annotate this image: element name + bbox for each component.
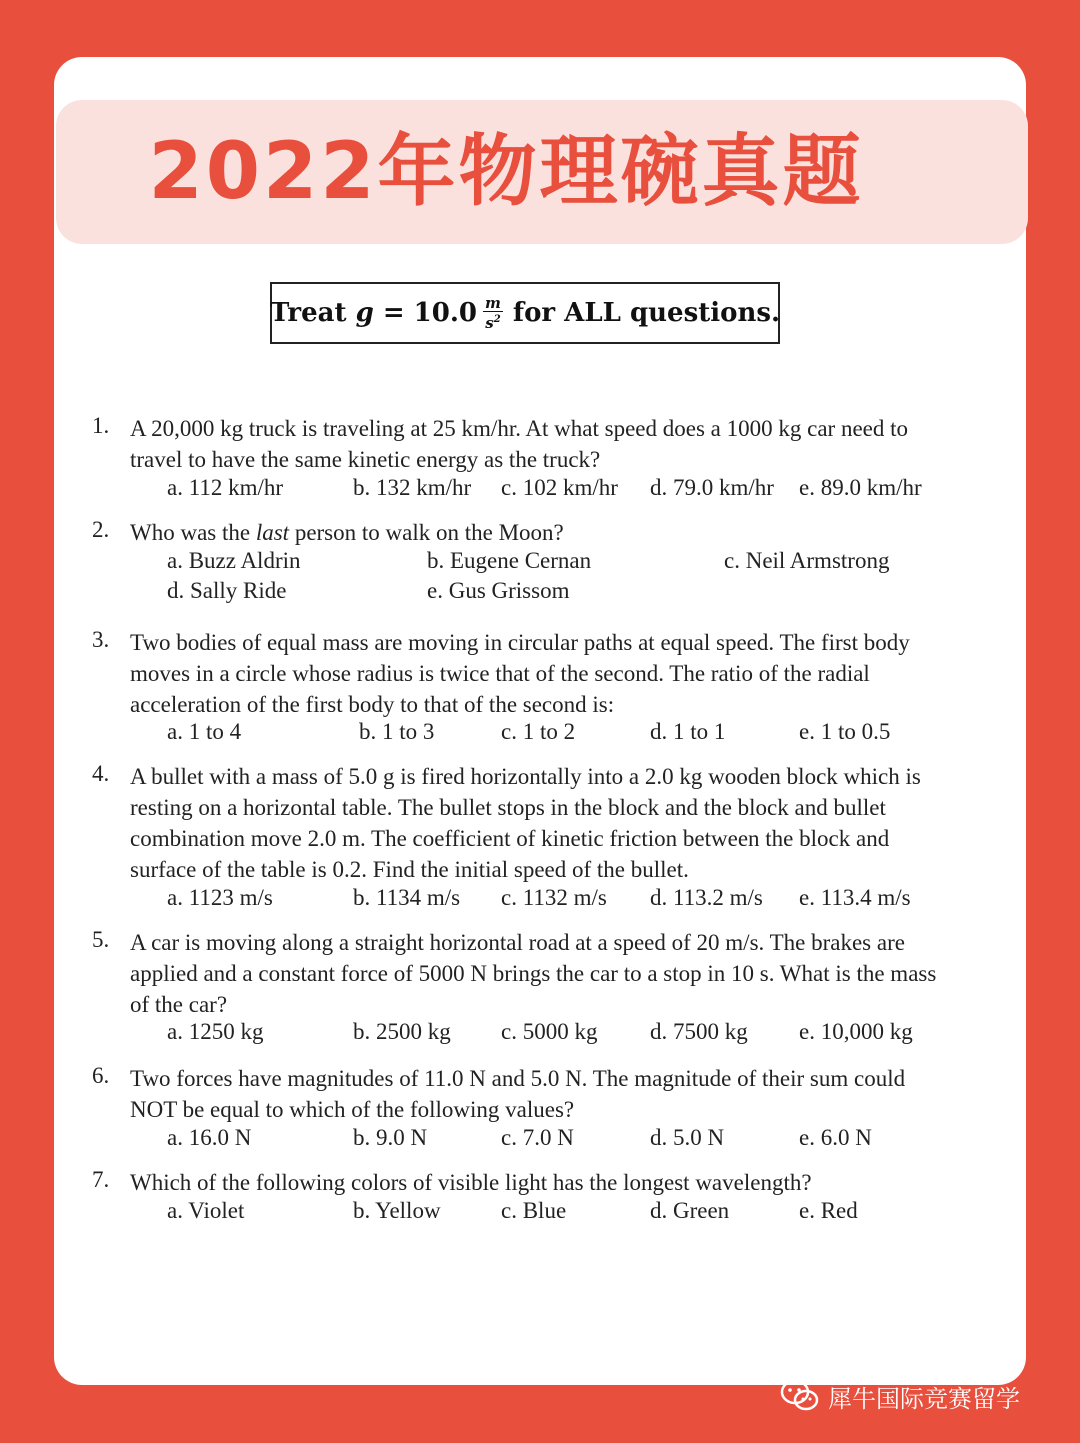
question-line: NOT be equal to which of the following values? (130, 1097, 575, 1122)
note-variable: g (355, 298, 374, 328)
option-e[interactable]: e. 89.0 km/hr (799, 475, 922, 500)
wechat-icon (780, 1379, 820, 1413)
question-text (130, 927, 1010, 1020)
option-b[interactable]: b. Yellow (353, 1198, 441, 1223)
question-line: A car is moving along a straight horizontal road at a speed of 20 m/s. The brakes are (130, 930, 905, 955)
question-text (130, 1167, 1010, 1198)
question-text-start: Who was the (130, 520, 256, 545)
option-d[interactable]: d. 1 to 1 (650, 719, 726, 744)
question-line: moves in a circle whose radius is twice that of the second. The ratio of the radial (130, 661, 870, 686)
option-d[interactable]: d. Green (650, 1198, 730, 1223)
question-number: 2. (92, 517, 110, 542)
question-text (130, 1063, 1010, 1125)
option-e[interactable]: e. Red (799, 1198, 858, 1223)
option-a[interactable]: a. 1 to 4 (167, 719, 242, 744)
option-b[interactable]: b. 132 km/hr (353, 475, 472, 500)
option-a[interactable]: a. 112 km/hr (167, 475, 284, 500)
option-a[interactable]: a. 1123 m/s (167, 885, 273, 910)
option-a[interactable]: a. 16.0 N (167, 1125, 252, 1150)
question-line: A bullet with a mass of 5.0 g is fired horizontally into a 2.0 kg wooden block which is (130, 764, 921, 789)
question-line: surface of the table is 0.2. Find the initial speed of the bullet. (130, 857, 689, 882)
unit-fraction (483, 293, 503, 332)
option-d[interactable]: d. 79.0 km/hr (650, 475, 774, 500)
question-line: acceleration of the first body to that of the second is: (130, 692, 615, 717)
question-number: 4. (92, 761, 110, 786)
option-d[interactable]: d. 7500 kg (650, 1019, 748, 1044)
question-line: combination move 2.0 m. The coefficient of kinetic friction between the block and (130, 826, 890, 851)
question-line: Two bodies of equal mass are moving in circular paths at equal speed. The first body (130, 630, 910, 655)
question-number: 7. (92, 1167, 110, 1192)
question-number: 3. (92, 627, 110, 652)
question-text (130, 413, 1010, 475)
question-text (130, 517, 1010, 548)
watermark-text: 犀牛国际竞赛留学 (828, 1384, 1020, 1413)
question-line: Which of the following colors of visible light has the longest wavelength? (130, 1170, 812, 1195)
question-line (130, 517, 1010, 548)
option-a[interactable]: a. Buzz Aldrin (167, 548, 301, 573)
question-line: travel to have the same kinetic energy as the truck? (130, 447, 601, 472)
option-d[interactable]: d. Sally Ride (167, 578, 287, 603)
option-a[interactable]: a. 1250 kg (167, 1019, 264, 1044)
unit-denominator (485, 312, 500, 331)
option-c[interactable]: c. 1 to 2 (501, 719, 576, 744)
option-e[interactable]: e. Gus Grissom (427, 578, 570, 603)
option-e[interactable]: e. 10,000 kg (799, 1019, 913, 1044)
option-a[interactable]: a. Violet (167, 1198, 245, 1223)
question-text (130, 627, 1010, 720)
option-b[interactable]: b. 1 to 3 (359, 719, 435, 744)
question-line: of the car? (130, 992, 228, 1017)
option-b[interactable]: b. 1134 m/s (353, 885, 461, 910)
question-line: resting on a horizontal table. The bullet stops in the block and the block and bullet (130, 795, 886, 820)
question-line: applied and a constant force of 5000 N brings the car to a stop in 10 s. What is the mass (130, 961, 937, 986)
option-c[interactable]: c. 1132 m/s (501, 885, 607, 910)
option-c[interactable]: c. 7.0 N (501, 1125, 574, 1150)
option-e[interactable]: e. 6.0 N (799, 1125, 872, 1150)
note-prefix: Treat (269, 298, 347, 328)
question-number: 5. (92, 927, 110, 952)
question-text-end: person to walk on the Moon? (289, 520, 564, 545)
question-number: 1. (92, 413, 110, 438)
instruction-box (270, 282, 780, 344)
option-d[interactable]: d. 113.2 m/s (650, 885, 763, 910)
option-c[interactable]: c. Blue (501, 1198, 567, 1223)
option-d[interactable]: d. 5.0 N (650, 1125, 725, 1150)
question-number: 6. (92, 1063, 110, 1088)
question-text (130, 761, 1010, 885)
note-equals: = 10.0 (382, 298, 478, 328)
unit-denominator-base: s (485, 313, 494, 332)
unit-exponent: 2 (493, 313, 501, 325)
question-text-italic: last (255, 520, 290, 545)
option-c[interactable]: c. 5000 kg (501, 1019, 598, 1044)
option-c[interactable]: c. 102 km/hr (501, 475, 618, 500)
question-line: Two forces have magnitudes of 11.0 N and 5.0 N. The magnitude of their sum could (130, 1066, 906, 1091)
option-b[interactable]: b. Eugene Cernan (427, 548, 592, 573)
watermark (780, 1376, 1020, 1416)
option-e[interactable]: e. 113.4 m/s (799, 885, 911, 910)
option-e[interactable]: e. 1 to 0.5 (799, 719, 891, 744)
unit-numerator: m (485, 293, 501, 312)
question-line: A 20,000 kg truck is traveling at 25 km/hr. At what speed does a 1000 kg car need to (130, 416, 909, 441)
option-c[interactable]: c. Neil Armstrong (724, 548, 890, 573)
option-b[interactable]: b. 9.0 N (353, 1125, 428, 1150)
page-title: 2022年物理碗真题 (148, 127, 864, 217)
note-suffix: for ALL questions. (512, 298, 781, 328)
option-b[interactable]: b. 2500 kg (353, 1019, 451, 1044)
